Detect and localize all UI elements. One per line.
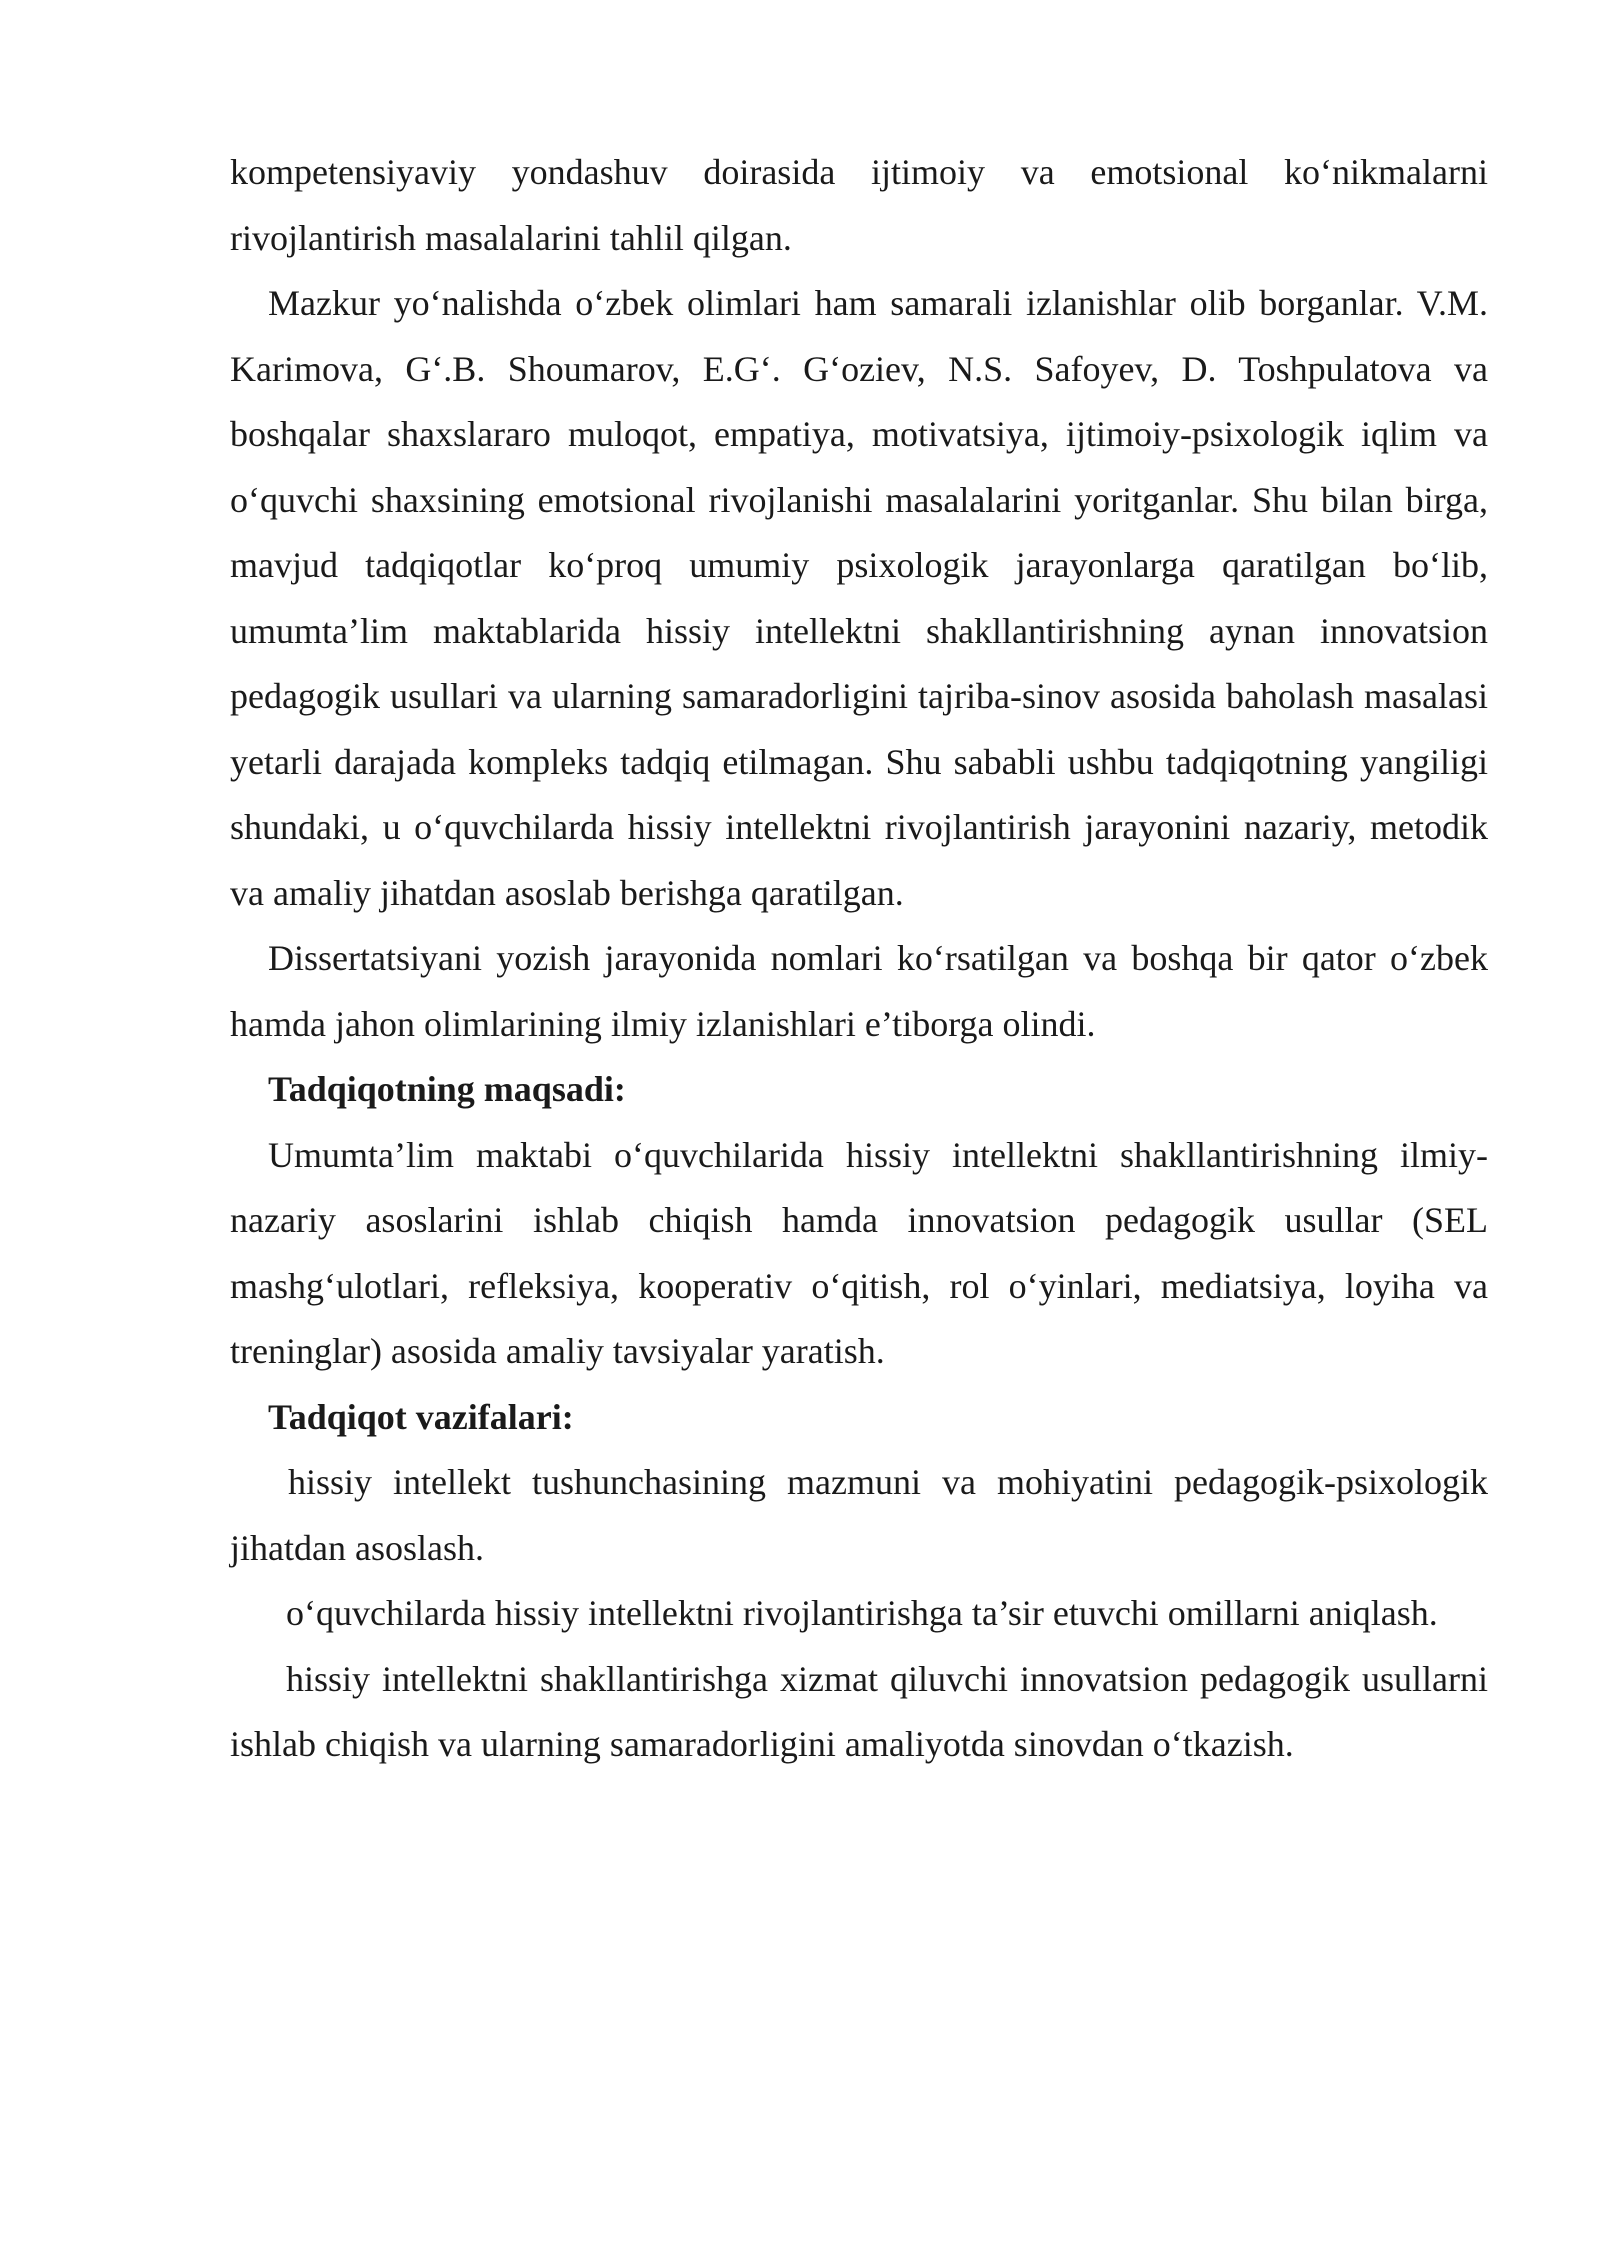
task-item-2: o‘quvchilarda hissiy intellektni rivojlantirishga ta’sir etuvchi omillarni aniqlash.: [286, 1593, 1438, 1633]
task-item-1: hissiy intellekt tushunchasining mazmuni va mohiyatini pedagogik-psixologik jihatdan asoslash.: [230, 1462, 1488, 1568]
task-item-3: hissiy intellektni shakllantirishga xizmat qiluvchi innovatsion pedagogik usullarni ishlab chiqish va ularning samaradorligini amaliyotda sinovdan o‘tkazish.: [230, 1658, 1488, 1764]
heading-research-tasks: Tadqiqot vazifalari:: [268, 1396, 574, 1437]
paragraph-research-goal: Umumta’lim maktabi o‘quvchilarida hissiy intellektni shakllantirishning ilmiy-nazariy asoslarini ishlab chiqish hamda innovatsion pedagogik usullar (SEL mashg‘ulotlari, refleksiya, kooperativ o‘qitish, rol o‘yinlari, mediatsiya, loyiha va treninglar) asosida amaliy tavsiyalar yaratish.: [230, 1134, 1488, 1371]
heading-research-goal: Tadqiqotning maqsadi:: [268, 1069, 626, 1109]
paragraph-continuation: kompetensiyaviy yondashuv doirasida ijtimoiy va emotsional ko‘nikmalarni rivojlantirish masalalarini tahlil qilgan.: [230, 152, 1488, 258]
paragraph-uzbek-scholars: Mazkur yo‘nalishda o‘zbek olimlari ham samarali izlanishlar olib borganlar. V.M. Karimova, G‘.B. Shoumarov, E.G‘. G‘oziev, N.S. Safoyev, D. Toshpulatova va boshqalar shaxslararo muloqot, empatiya, motivatsiya, ijtimoiy-psixologik iqlim va o‘quvchi shaxsining emotsional rivojlanishi masalalarini yoritganlar. Shu bilan birga, mavjud tadqiqotlar ko‘proq umumiy psixologik jarayonlarga qaratilgan bo‘lib, umumta’lim maktablarida hissiy intellektni shakllantirishning aynan innovatsion pedagogik usullari va ularning samaradorligini tajriba-sinov asosida baholash masalasi yetarli darajada kompleks tadqiq etilmagan. Shu sababli ushbu tadqiqotning yangiligi shundaki, u o‘quvchilarda hissiy intellektni rivojlantirish jarayonini nazariy, metodik va amaliy jihatdan asoslab berishga qaratilgan.: [230, 283, 1488, 913]
paragraph-dissertation-note: Dissertatsiyani yozish jarayonida nomlari ko‘rsatilgan va boshqa bir qator o‘zbek hamda jahon olimlarining ilmiy izlanishlari e’tiborga olindi.: [230, 938, 1488, 1044]
document-page: [230, 140, 1488, 1778]
